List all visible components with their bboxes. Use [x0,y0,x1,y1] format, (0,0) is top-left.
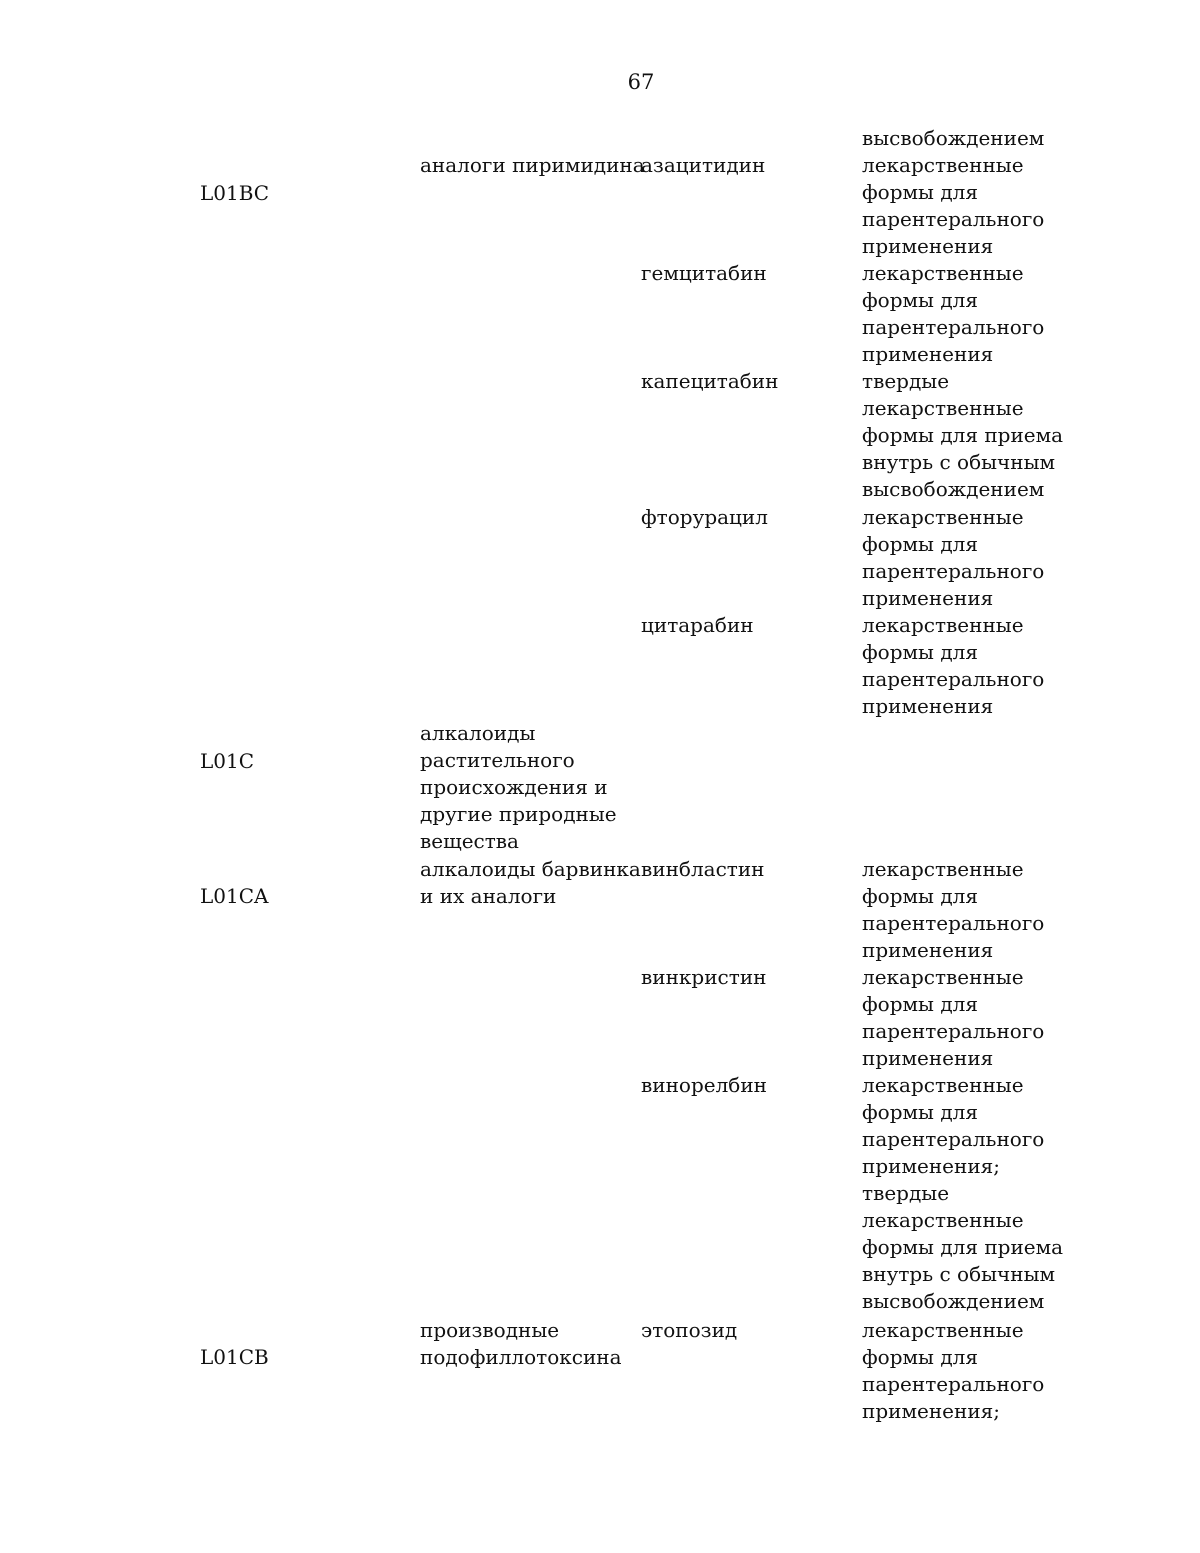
drug-name-cell: винбластин [641,857,765,881]
page-number: 67 [627,70,655,94]
dosage-form-cell: лекарственные формы для парентерального применения [862,505,1045,610]
dosage-form-cell: лекарственные формы для парентерального применения [862,613,1045,718]
drug-name-cell: цитарабин [641,613,754,637]
dosage-form-cell: лекарственные формы для парентерального применения; твердые лекарственные формы для приема внутрь с обычным высвобождением [862,1073,1064,1313]
atc-code-cell: L01CA [200,884,269,908]
drug-name-cell: этопозид [641,1318,738,1342]
drug-name-cell: винкристин [641,965,767,989]
dosage-form-cell: лекарственные формы для парентерального применения [862,857,1045,962]
atc-code-cell: L01BC [200,181,270,205]
drug-name-cell: азацитидин [641,153,766,177]
atc-code-cell: L01C [200,749,255,773]
atc-group-cell: алкалоиды барвинка и их аналоги [420,857,641,908]
drug-name-cell: винорелбин [641,1073,768,1097]
drug-name-cell: гемцитабин [641,261,767,285]
drug-name-cell: капецитабин [641,369,779,393]
atc-group-cell: аналоги пиримидина [420,153,645,177]
dosage-form-cell: лекарственные формы для парентерального применения; [862,1318,1045,1423]
drug-name-cell: фторурацил [641,505,768,529]
dosage-form-cell: твердые лекарственные формы для приема внутрь с обычным высвобождением [862,369,1064,501]
dosage-form-cell: лекарственные формы для парентерального применения [862,153,1045,258]
atc-group-cell: производные подофиллотоксина [420,1318,622,1369]
dosage-form-cell: высвобождением [862,126,1045,150]
dosage-form-cell: лекарственные формы для парентерального применения [862,965,1045,1070]
dosage-form-cell: лекарственные формы для парентерального применения [862,261,1045,366]
atc-code-cell: L01CB [200,1345,269,1369]
atc-group-cell: алкалоиды растительного происхождения и другие природные вещества [420,721,617,853]
